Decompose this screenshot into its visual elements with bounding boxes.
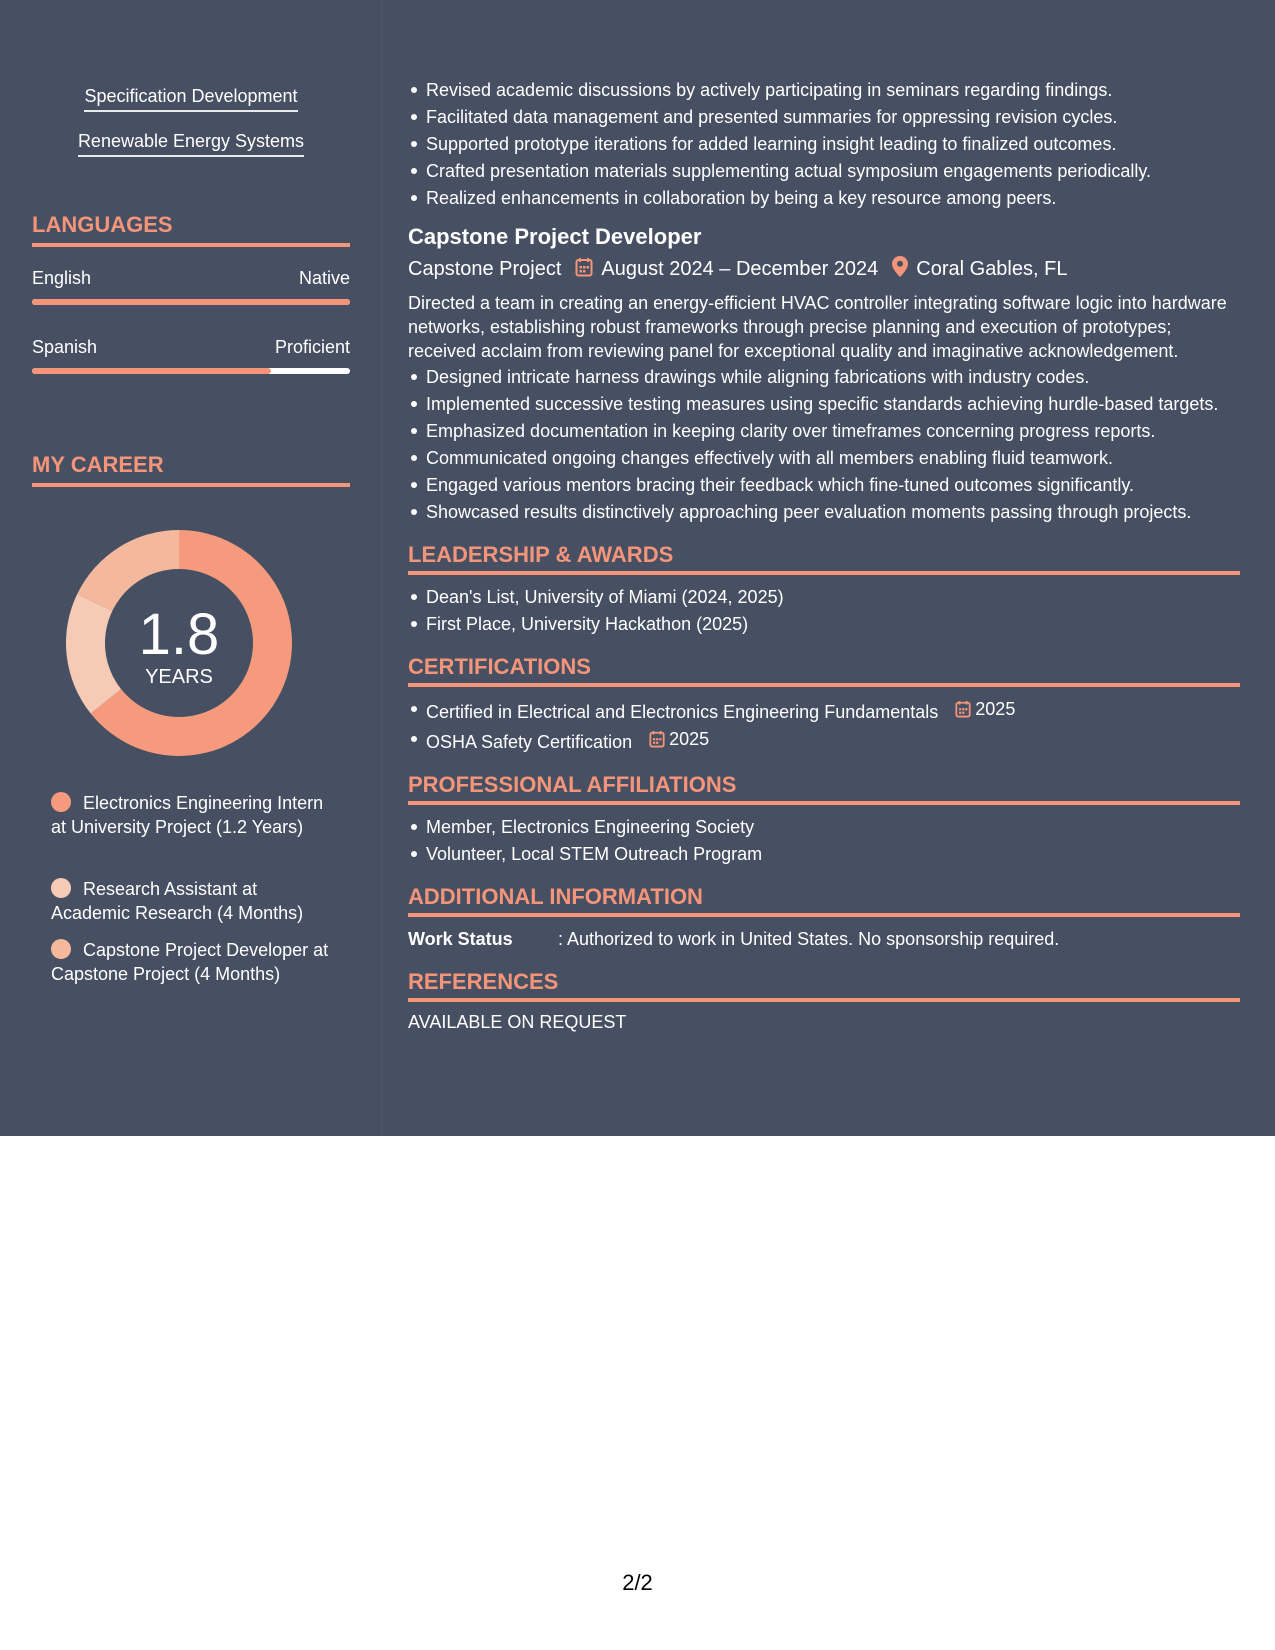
skill-item bbox=[0, 86, 382, 112]
skill-label: Specification Development bbox=[84, 86, 297, 112]
list-item: Revised academic discussions by actively participating in seminars regarding findings. bbox=[426, 78, 1240, 102]
job-bullets bbox=[408, 365, 1240, 524]
previous-job-bullets bbox=[408, 78, 1240, 210]
calendar-icon bbox=[575, 257, 593, 283]
legend-dot bbox=[51, 939, 71, 959]
career-legend-label: Electronics Engineering Intern at University Project (1.2 Years) bbox=[51, 793, 324, 837]
languages-heading: LANGUAGES bbox=[32, 212, 350, 247]
job-description: Directed a team in creating an energy-efficient HVAC controller integrating software logic into hardware networks, establishing robust frameworks through precise planning and execution of prototypes; received acclaim from reviewing panel for exceptional quality and imaginative acknowledgement. bbox=[408, 293, 1227, 361]
language-bar-fill bbox=[32, 368, 271, 374]
certification-name: OSHA Safety Certification bbox=[426, 732, 633, 752]
language-bar bbox=[32, 368, 350, 374]
certification-year-wrap bbox=[649, 727, 709, 751]
legend-dot bbox=[51, 878, 71, 898]
list-item: Communicated ongoing changes effectively with all members enabling fluid teamwork. bbox=[426, 446, 1240, 470]
affiliations-heading: PROFESSIONAL AFFILIATIONS bbox=[408, 772, 1240, 805]
job-location: Coral Gables, FL bbox=[916, 258, 1068, 280]
language-level: Native bbox=[298, 268, 350, 288]
career-legend-label: Research Assistant at Academic Research (4 Months) bbox=[51, 879, 304, 923]
references-text: AVAILABLE ON REQUEST bbox=[408, 1012, 627, 1032]
language-level: Proficient bbox=[274, 337, 350, 357]
skill-label: Renewable Energy Systems bbox=[78, 131, 304, 157]
additional-info-heading: ADDITIONAL INFORMATION bbox=[408, 884, 1240, 917]
skill-item bbox=[0, 131, 382, 157]
references-heading: REFERENCES bbox=[408, 969, 1240, 1002]
language-bar bbox=[32, 299, 350, 305]
calendar-icon bbox=[955, 700, 971, 718]
career-legend-item bbox=[51, 938, 331, 986]
career-legend-item bbox=[51, 877, 331, 925]
list-item bbox=[426, 697, 1240, 724]
certifications-list bbox=[408, 697, 1240, 754]
job-meta bbox=[408, 256, 1240, 283]
list-item: Engaged various mentors bracing their feedback which fine-tuned outcomes significantly. bbox=[426, 473, 1240, 497]
main-content bbox=[408, 78, 1240, 1033]
leadership-heading: LEADERSHIP & AWARDS bbox=[408, 542, 1240, 575]
list-item: Supported prototype iterations for added learning insight leading to finalized outcomes. bbox=[426, 132, 1240, 156]
career-legend-item bbox=[51, 791, 331, 839]
language-row bbox=[32, 337, 350, 358]
list-item: Realized enhancements in collaboration by being a key resource among peers. bbox=[426, 186, 1240, 210]
list-item: Showcased results distinctively approaching peer evaluation moments passing through projects. bbox=[426, 500, 1240, 524]
work-status-row bbox=[408, 927, 1240, 951]
career-donut-center bbox=[66, 602, 292, 689]
list-item: First Place, University Hackathon (2025) bbox=[426, 612, 1240, 636]
career-total-value: 1.8 bbox=[138, 602, 220, 667]
page-number: 2/2 bbox=[622, 1570, 653, 1595]
career-total-unit: YEARS bbox=[145, 666, 213, 688]
job-company: Capstone Project bbox=[408, 258, 562, 280]
certification-year: 2025 bbox=[975, 699, 1016, 719]
list-item: Dean's List, University of Miami (2024, 2025) bbox=[426, 585, 1240, 609]
list-item: Member, Electronics Engineering Society bbox=[426, 815, 1240, 839]
list-item: Volunteer, Local STEM Outreach Program bbox=[426, 842, 1240, 866]
career-donut bbox=[66, 530, 292, 756]
job-dates: August 2024 – December 2024 bbox=[601, 258, 879, 280]
certifications-heading: CERTIFICATIONS bbox=[408, 654, 1240, 687]
language-name: English bbox=[32, 268, 92, 288]
work-status-label: Work Status bbox=[408, 929, 513, 949]
career-legend-label: Capstone Project Developer at Capstone Project (4 Months) bbox=[51, 940, 329, 984]
job-title: Capstone Project Developer bbox=[408, 224, 702, 249]
certification-year: 2025 bbox=[669, 729, 710, 749]
language-row bbox=[32, 268, 350, 289]
legend-dot bbox=[51, 792, 71, 812]
sidebar bbox=[0, 0, 382, 1136]
leadership-list bbox=[408, 585, 1240, 636]
language-bar-fill bbox=[32, 299, 350, 305]
affiliations-list bbox=[408, 815, 1240, 866]
list-item: Facilitated data management and presented summaries for oppressing revision cycles. bbox=[426, 105, 1240, 129]
donut-slice bbox=[77, 530, 179, 611]
certification-name: Certified in Electrical and Electronics Engineering Fundamentals bbox=[426, 702, 939, 722]
list-item: Emphasized documentation in keeping clarity over timeframes concerning progress reports. bbox=[426, 419, 1240, 443]
certification-year-wrap bbox=[955, 697, 1015, 721]
career-heading: MY CAREER bbox=[32, 452, 350, 487]
calendar-icon bbox=[649, 730, 665, 748]
work-status-value: : Authorized to work in United States. No sponsorship required. bbox=[558, 929, 1060, 949]
list-item bbox=[426, 727, 1240, 754]
list-item: Designed intricate harness drawings while aligning fabrications with industry codes. bbox=[426, 365, 1240, 389]
language-name: Spanish bbox=[32, 337, 98, 357]
list-item: Implemented successive testing measures using specific standards achieving hurdle-based targets. bbox=[426, 392, 1240, 416]
location-pin-icon bbox=[892, 256, 908, 283]
list-item: Crafted presentation materials supplementing actual symposium engagements periodically. bbox=[426, 159, 1240, 183]
